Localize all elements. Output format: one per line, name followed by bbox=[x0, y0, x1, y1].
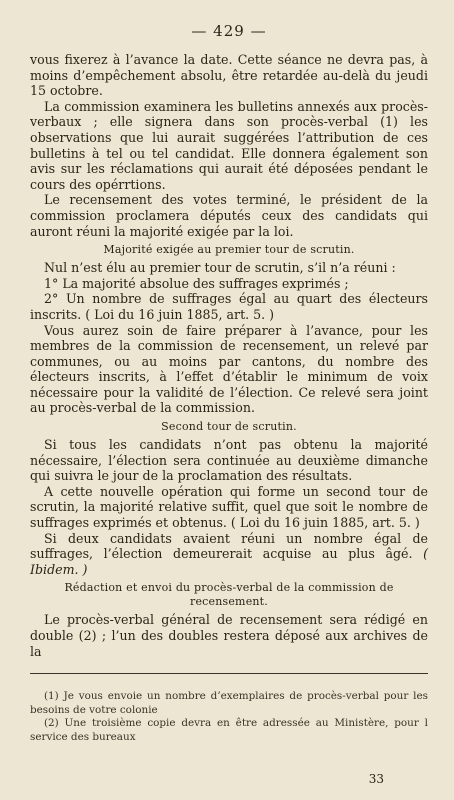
section-heading: Second tour de scrutin. bbox=[161, 420, 297, 434]
page-number: — 429 — bbox=[191, 22, 267, 40]
paragraph: vous fixerez à l’avance la date. Cette séance ne devra pas, à moins d’empêchement absolu, être retardée au-delà du jeudi 15 octobre. bbox=[30, 52, 428, 99]
paragraph: Le recensement des votes terminé, le président de la commission proclamera députés ceux des candidats qui auront réuni la majorité exigée par la loi. bbox=[30, 192, 428, 239]
paragraph: Vous aurez soin de faire préparer à l’avance, pour les membres de la commission de recensement, un relevé par communes, ou au moins par cantons, du nombre des électeurs inscrits, à l’effet d’établir le minimum de voix nécessaire pour la validité de l’élection. Ce relevé sera joint au procès-verbal de la commission. bbox=[30, 322, 428, 416]
section-heading: Majorité exigée au premier tour de scrutin. bbox=[103, 243, 355, 257]
footnote-divider bbox=[30, 673, 428, 674]
footnote: (1) Je vous envoie un nombre d’exemplaires de procès-verbal pour les besoins de votre colonie bbox=[30, 690, 428, 716]
paragraph: Nul n’est élu au premier tour de scrutin, s’il n’a réuni : bbox=[44, 260, 396, 276]
signature-mark: 33 bbox=[368, 772, 384, 786]
paragraph: A cette nouvelle opération qui forme un second tour de scrutin, la majorité relative suffit, quel que soit le nombre de suffrages exprimés et obtenus. ( Loi du 16 juin 1885, art. 5. ) bbox=[30, 483, 428, 531]
paragraph: Le procès-verbal général de recensement sera rédigé en double (2) ; l’un des doubles restera déposé aux archives de la bbox=[30, 612, 428, 659]
paragraph: La commission examinera les bulletins annexés aux procès-verbaux ; elle signera dans son procès-verbal (1) les observations que lui aurait suggérées l’attribution de ces bulletins à tel ou tel candidat. Elle donnera également son avis sur les réclamations qui aurait été déposées pendant le cours des opérrtions. bbox=[30, 98, 428, 192]
footnote: (2) Une troisième copie devra en être adressée au Ministère, pour l service des bureaux bbox=[30, 717, 428, 743]
citation: ( Ibidem. ) bbox=[30, 546, 428, 577]
paragraph-text: Si deux candidats avaient réuni un nombre égal de suffrages, l’élection demeurerait acquise au plus âgé. bbox=[30, 530, 428, 562]
paragraph: Si tous les candidats n’ont pas obtenu la majorité nécessaire, l’élection sera continuée au deuxième dimanche qui suivra le jour de la proclamation des résultats. bbox=[30, 437, 428, 484]
list-item: 2° Un nombre de suffrages égal au quart des électeurs inscrits. ( Loi du 16 juin 1885, art. 5. ) bbox=[30, 291, 428, 322]
section-heading: Rédaction et envoi du procès-verbal de la commission de recensement. bbox=[64, 581, 394, 609]
paragraph bbox=[30, 531, 428, 578]
list-item: 1° La majorité absolue des suffrages exprimés ; bbox=[44, 275, 349, 291]
